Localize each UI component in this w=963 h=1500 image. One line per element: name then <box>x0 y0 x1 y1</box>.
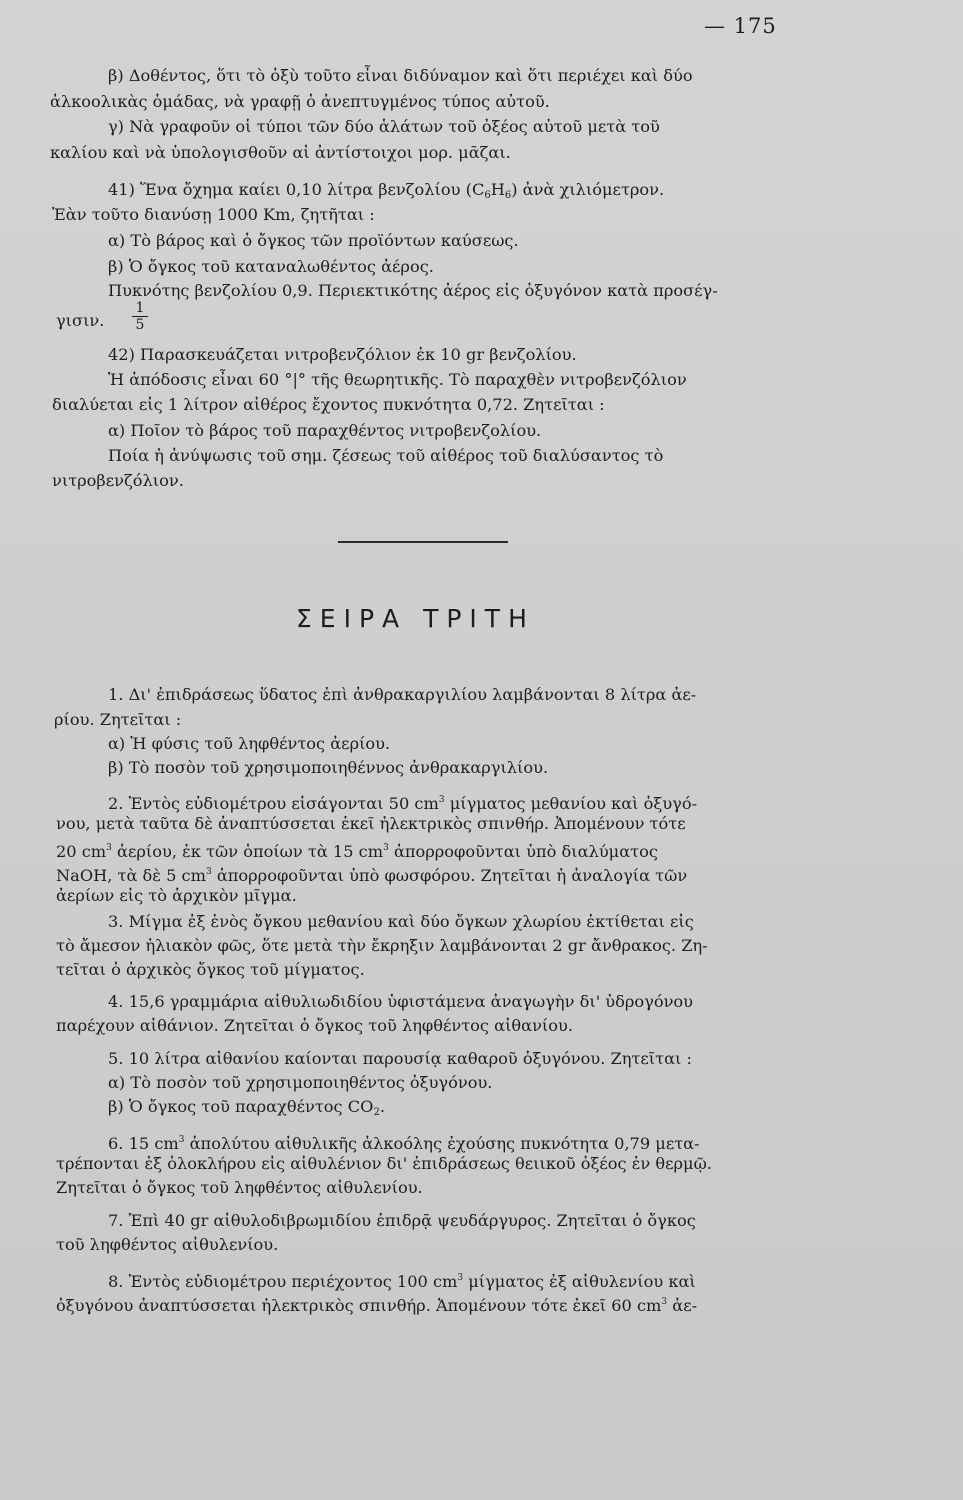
text-line: 20 $cm^3$ ἀερίου, ἐκ τῶν ὁποίων τὰ 15 $cm^3$ ἀπορροφοῦνται ὑπὸ διαλύματος <box>56 842 658 861</box>
text-line: α) Τὸ ποσὸν τοῦ χρησιμοποιηθέντος ὀξυγόνου. <box>108 1073 493 1092</box>
text-line: Ἐὰν τοῦτο διανύσῃ 1000 Km, ζητῆται : <box>52 205 375 224</box>
text-line: νου, μετὰ ταῦτα δὲ ἀναπτύσσεται ἐκεῖ ἠλεκτρικὸς σπινθήρ. Ἀπομένουν τότε <box>56 814 686 833</box>
section-title: ΣΕΙΡΑ ΤΡΙΤΗ <box>296 604 535 633</box>
text-line: 1. Δι' ἐπιδράσεως ὕδατος ἐπὶ ἀνθρακαργιλίου λαμβάνονται 8 λίτρα ἀε- <box>108 685 697 704</box>
text-line: ἀερίων εἰς τὸ ἀρχικὸν μῖγμα. <box>56 886 297 905</box>
text-line: α) Τὸ βάρος καὶ ὁ ὄγκος τῶν προϊόντων καύσεως. <box>108 231 519 250</box>
section-divider <box>338 541 508 543</box>
problem-2-line: 2. Ἐντὸς εὐδιομέτρου εἰσάγονται 50 $cm^3$ μίγματος μεθανίου καὶ ὀξυγό- <box>108 794 698 813</box>
text-line: β) Τὸ ποσὸν τοῦ χρησιμοποιηθέννος ἀνθρακαργιλίου. <box>108 758 549 777</box>
text-line: διαλύεται εἰς 1 λίτρον αἰθέρος ἔχοντος πυκνότητα 0,72. Ζητεῖται : <box>52 395 605 414</box>
text-line: γισιν. <box>56 311 105 330</box>
fraction-denominator: 5 <box>135 317 145 333</box>
text-line: 42) Παρασκευάζεται νιτροβενζόλιον ἐκ 10 gr βενζολίου. <box>108 345 577 364</box>
text-line: τρέπονται ἐξ ὁλοκλήρου εἰς αἰθυλένιον δι' ἐπιδράσεως θειικοῦ ὀξέος ἐν θερμῷ. <box>56 1154 712 1173</box>
page-number: — 175 <box>704 14 777 38</box>
text-line: ἀλκοολικὰς ὁμάδας, νὰ γραφῇ ὁ ἀνεπτυγμένος τύπος αὐτοῦ. <box>50 92 550 111</box>
text-line: τὸ ἄμεσον ἡλιακὸν φῶς, ὅτε μετὰ τὴν ἔκρηξιν λαμβάνονται 2 gr ἄνθρακος. Ζη- <box>56 936 708 955</box>
text-line: παρέχουν αἰθάνιον. Ζητεῖται ὁ ὄγκος τοῦ ληφθέντος αἰθανίου. <box>56 1016 574 1035</box>
text-line: α) Ἡ φύσις τοῦ ληφθέντος ἀερίου. <box>108 734 391 753</box>
text-line: ρίου. Ζητεῖται : <box>54 710 182 729</box>
text-line: γ) Νὰ γραφοῦν οἱ τύποι τῶν δύο ἁλάτων τοῦ ὀξέος αὐτοῦ μετὰ τοῦ <box>108 117 660 136</box>
text-line: τοῦ ληφθέντος αἰθυλενίου. <box>56 1235 279 1254</box>
text-line: νιτροβενζόλιον. <box>52 471 184 490</box>
text-line: ὀξυγόνου ἀναπτύσσεται ἠλεκτρικὸς σπινθήρ. Ἀπομένουν τότε ἐκεῖ 60 $cm^3$ ἀε- <box>56 1296 698 1315</box>
text-line: 7. Ἐπὶ 40 gr αἰθυλοδιβρωμιδίου ἐπιδρᾷ ψευδάργυρος. Ζητεῖται ὁ ὄγκος <box>108 1211 696 1230</box>
text-line: τεῖται ὁ ἀρχικὸς ὄγκος τοῦ μίγματος. <box>56 960 365 979</box>
problem-8-line: 8. Ἐντὸς εὐδιομέτρου περιέχοντος 100 $cm^3$ μίγματος ἐξ αἰθυλενίου καὶ <box>108 1272 696 1291</box>
text-line: α) Ποῖον τὸ βάρος τοῦ παραχθέντος νιτροβενζολίου. <box>108 421 542 440</box>
text-line: 4. 15,6 γραμμάρια αἰθυλιωδιδίου ὑφιστάμενα ἀναγωγὴν δι' ὑδρογόνου <box>108 992 694 1011</box>
text-line: NaOH, τὰ δὲ 5 $cm^3$ ἀπορροφοῦνται ὑπὸ φωσφόρου. Ζητεῖται ἡ ἀναλογία τῶν <box>56 866 688 885</box>
text-line: Ζητεῖται ὁ ὄγκος τοῦ ληφθέντος αἰθυλενίου. <box>56 1178 423 1197</box>
problem-6-line: 6. 15 $cm^3$ ἀπολύτου αἰθυλικῆς ἀλκοόλης ἐχούσης πυκνότητα 0,79 μετα- <box>108 1134 700 1153</box>
text-line: β) Ὁ ὄγκος τοῦ παραχθέντος $CO_2$. <box>108 1097 385 1118</box>
text-line: β) Ὁ ὄγκος τοῦ καταναλωθέντος ἀέρος. <box>108 257 434 276</box>
text-line: 3. Μίγμα ἐξ ἑνὸς ὄγκου μεθανίου καὶ δύο ὄγκων χλωρίου ἐκτίθεται εἰς <box>108 912 694 931</box>
text-line: Ἡ ἀπόδοσις εἶναι 60 °|° τῆς θεωρητικῆς. Τὸ παραχθὲν νιτροβενζόλιον <box>108 370 687 389</box>
text-line: 5. 10 λίτρα αἰθανίου καίονται παρουσίᾳ καθαροῦ ὀξυγόνου. Ζητεῖται : <box>108 1049 692 1068</box>
problem-41-line: 41) Ἕνα ὄχημα καίει 0,10 λίτρα βενζολίου $(C_6H_6)$ ἀνὰ χιλιόμετρον. <box>108 180 665 201</box>
fraction-one-fifth <box>132 300 148 333</box>
text-line: Ποία ἡ ἀνύψωσις τοῦ σημ. ζέσεως τοῦ αἰθέρος τοῦ διαλύσαντος τὸ <box>108 446 664 465</box>
text-line: β) Δοθέντος, ὅτι τὸ ὀξὺ τοῦτο εἶναι διδύναμον καὶ ὅτι περιέχει καὶ δύο <box>108 66 693 85</box>
fraction-numerator: 1 <box>132 300 148 317</box>
text-line: καλίου καὶ νὰ ὑπολογισθοῦν αἱ ἀντίστοιχοι μορ. μᾶζαι. <box>50 143 511 162</box>
text-line: Πυκνότης βενζολίου 0,9. Περιεκτικότης ἀέρος εἰς ὀξυγόνον κατὰ προσέγ- <box>108 281 718 300</box>
